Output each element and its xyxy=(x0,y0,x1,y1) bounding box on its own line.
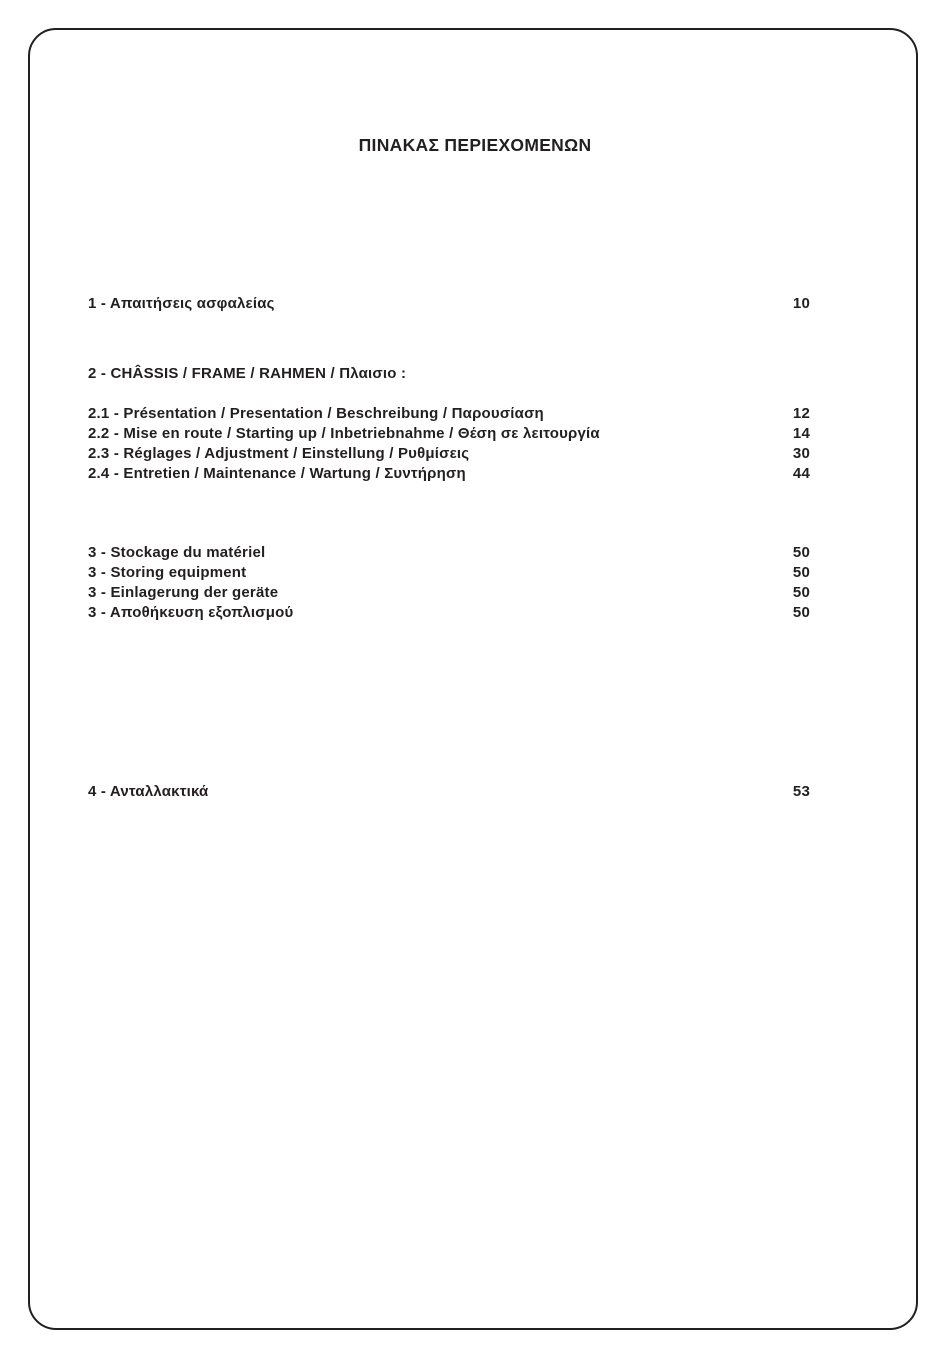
toc-entry-page: 12 xyxy=(792,405,810,422)
toc-entry-page: 30 xyxy=(792,445,810,462)
toc-entry-label: 2.4 - Entretien / Maintenance / Wartung / Συντήρηση xyxy=(88,465,466,482)
toc-section-heading-2 xyxy=(88,364,810,384)
toc-entry-page: 50 xyxy=(792,544,810,561)
toc-entry-2-3[interactable] xyxy=(88,444,810,464)
page-title: ΠΙΝΑΚΑΣ ΠΕΡΙΕΧΟΜΕΝΩΝ xyxy=(358,135,592,155)
toc-entry-label: 2.2 - Mise en route / Starting up / Inbetriebnahme / Θέση σε λειτουργία xyxy=(88,425,600,442)
toc-entry-page: 53 xyxy=(792,783,810,800)
toc-entry-page: 10 xyxy=(792,295,810,312)
toc-entry-label: 4 - Ανταλλακτικά xyxy=(88,783,209,800)
toc-entry-page: 50 xyxy=(792,564,810,581)
toc-section-label: 2 - CHÂSSIS / FRAME / RAHMEN / Πλαισιο : xyxy=(88,365,407,382)
toc-entry-page: 50 xyxy=(792,604,810,621)
toc-entry-label: 2.1 - Présentation / Presentation / Beschreibung / Παρουσίαση xyxy=(88,405,544,422)
toc-entry-3-de[interactable] xyxy=(88,583,810,603)
toc-entry-2-4[interactable] xyxy=(88,464,810,484)
toc-entry-page: 50 xyxy=(792,584,810,601)
toc-entry-page: 14 xyxy=(792,425,810,442)
toc-entry-label: 1 - Απαιτήσεις ασφαλείας xyxy=(88,295,275,312)
toc-entry-2-1[interactable] xyxy=(88,404,810,424)
toc-entry-label: 2.3 - Réglages / Adjustment / Einstellung / Ρυθμίσεις xyxy=(88,445,470,462)
toc-entry-3-fr[interactable] xyxy=(88,543,810,563)
toc-entry-1[interactable] xyxy=(88,294,810,314)
page-border-frame xyxy=(28,28,918,1330)
toc-entry-label: 3 - Stockage du matériel xyxy=(88,544,266,561)
toc-entry-2-2[interactable] xyxy=(88,424,810,444)
toc-entry-3-en[interactable] xyxy=(88,563,810,583)
toc-entry-label: 3 - Αποθήκευση εξοπλισμού xyxy=(88,604,294,621)
toc-entry-label: 3 - Einlagerung der geräte xyxy=(88,584,279,601)
toc-entry-4[interactable] xyxy=(88,782,810,802)
toc-entry-page: 44 xyxy=(792,465,810,482)
toc-entry-3-gr[interactable] xyxy=(88,603,810,623)
toc-entry-label: 3 - Storing equipment xyxy=(88,564,247,581)
